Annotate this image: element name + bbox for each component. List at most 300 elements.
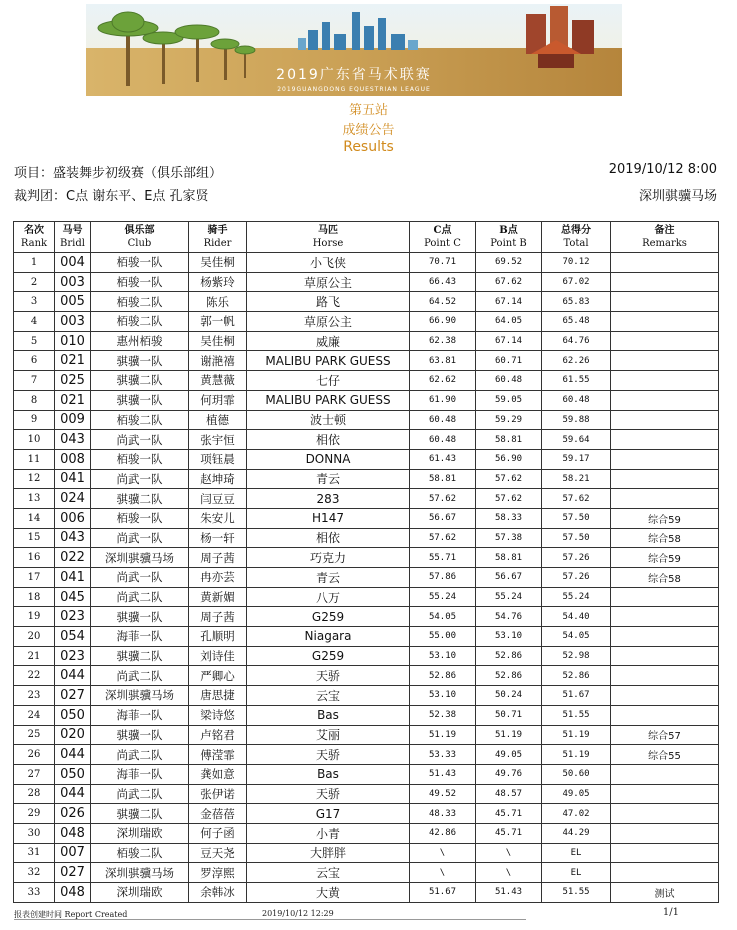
cell-rank: 21: [14, 646, 55, 666]
cell-point-b: 58.81: [476, 430, 542, 450]
cell-rider: 余韩冰: [189, 883, 247, 903]
cell-horse: G259: [247, 646, 410, 666]
cell-rider: 吴佳桐: [189, 331, 247, 351]
cell-bridle: 043: [55, 528, 91, 548]
cell-point-c: \: [410, 863, 476, 883]
event-datetime: 2019/10/12 8:00: [608, 162, 717, 177]
cell-rider: 黄新媚: [189, 587, 247, 607]
cell-rank: 14: [14, 508, 55, 528]
cell-club: 栢骏二队: [91, 843, 189, 863]
cell-point-b: 57.38: [476, 528, 542, 548]
cell-rank: 4: [14, 312, 55, 332]
cell-point-c: 52.38: [410, 705, 476, 725]
cell-point-b: 67.62: [476, 272, 542, 292]
cell-rider: 朱安儿: [189, 508, 247, 528]
cell-point-c: 51.67: [410, 883, 476, 903]
header-horse: 马匹 Horse: [247, 222, 410, 253]
cell-total: 61.55: [542, 371, 611, 391]
cell-horse: 天骄: [247, 666, 410, 686]
report-created-label: 报表创建时间 Report Created: [14, 910, 128, 919]
cell-club: 尚武一队: [91, 568, 189, 588]
cell-point-c: 51.43: [410, 764, 476, 784]
cell-bridle: 048: [55, 823, 91, 843]
cell-point-b: 50.24: [476, 686, 542, 706]
cell-rider: 傅滢霏: [189, 745, 247, 765]
table-row: [14, 883, 719, 903]
cell-total: 57.62: [542, 489, 611, 509]
cell-point-c: 51.19: [410, 725, 476, 745]
cell-remarks: [611, 784, 719, 804]
cell-remarks: [611, 331, 719, 351]
cell-rank: 33: [14, 883, 55, 903]
cell-remarks: [611, 292, 719, 312]
cell-remarks: [611, 705, 719, 725]
cell-rider: 谢滟禧: [189, 351, 247, 371]
cell-rank: 12: [14, 469, 55, 489]
cell-horse: Bas: [247, 764, 410, 784]
cell-rank: 13: [14, 489, 55, 509]
cell-point-b: 60.48: [476, 371, 542, 391]
table-row: [14, 607, 719, 627]
cell-horse: 相依: [247, 528, 410, 548]
cell-point-c: 54.05: [410, 607, 476, 627]
cell-remarks: [611, 863, 719, 883]
table-row: [14, 725, 719, 745]
cell-horse: 相依: [247, 430, 410, 450]
cell-point-c: 55.71: [410, 548, 476, 568]
cell-rank: 20: [14, 627, 55, 647]
cell-club: 尚武一队: [91, 430, 189, 450]
cell-point-c: 55.00: [410, 627, 476, 647]
cell-rider: 张伊诺: [189, 784, 247, 804]
cell-rider: 严卿心: [189, 666, 247, 686]
cell-horse: 青云: [247, 568, 410, 588]
cell-rider: 陈乐: [189, 292, 247, 312]
table-row: [14, 312, 719, 332]
cell-point-c: 48.33: [410, 804, 476, 824]
report-created-time: 2019/10/12 12:29: [262, 909, 334, 918]
cell-rank: 1: [14, 253, 55, 273]
table-row: [14, 508, 719, 528]
cell-total: 47.02: [542, 804, 611, 824]
cell-remarks: 测试: [611, 883, 719, 903]
cell-point-b: 59.29: [476, 410, 542, 430]
cell-club: 栢骏二队: [91, 410, 189, 430]
cell-rider: 冉亦芸: [189, 568, 247, 588]
cell-bridle: 048: [55, 883, 91, 903]
cell-total: 51.67: [542, 686, 611, 706]
cell-point-b: 57.62: [476, 489, 542, 509]
cell-rank: 18: [14, 587, 55, 607]
cell-point-b: 67.14: [476, 331, 542, 351]
cell-point-c: 66.43: [410, 272, 476, 292]
cell-remarks: [611, 410, 719, 430]
cell-total: 57.26: [542, 548, 611, 568]
cell-point-b: 49.76: [476, 764, 542, 784]
cell-rider: 杨一轩: [189, 528, 247, 548]
cell-rank: 22: [14, 666, 55, 686]
header-point-c: C点 Point C: [410, 222, 476, 253]
cell-rank: 23: [14, 686, 55, 706]
cell-rider: 周子茜: [189, 607, 247, 627]
cell-remarks: [611, 351, 719, 371]
header-rank: 名次 Rank: [14, 222, 55, 253]
cell-club: 栢骏二队: [91, 312, 189, 332]
cell-horse: 草原公主: [247, 272, 410, 292]
cell-rider: 何子函: [189, 823, 247, 843]
table-row: [14, 272, 719, 292]
cell-bridle: 021: [55, 390, 91, 410]
cell-total: EL: [542, 863, 611, 883]
cell-point-b: 51.43: [476, 883, 542, 903]
cell-bridle: 007: [55, 843, 91, 863]
header-club: 俱乐部 Club: [91, 222, 189, 253]
cell-club: 尚武二队: [91, 587, 189, 607]
cell-point-c: 53.10: [410, 686, 476, 706]
cell-club: 骐骥一队: [91, 607, 189, 627]
cell-bridle: 050: [55, 705, 91, 725]
cell-rank: 9: [14, 410, 55, 430]
cell-club: 骐骥二队: [91, 489, 189, 509]
cell-point-b: 64.05: [476, 312, 542, 332]
cell-remarks: [611, 607, 719, 627]
cell-horse: Niagara: [247, 627, 410, 647]
banner-title: 2019广东省马术联赛: [276, 67, 432, 83]
cell-remarks: [611, 272, 719, 292]
table-row: [14, 351, 719, 371]
cell-remarks: [611, 430, 719, 450]
cell-remarks: [611, 489, 719, 509]
cell-point-b: 59.05: [476, 390, 542, 410]
cell-horse: G259: [247, 607, 410, 627]
cell-rider: 梁诗悠: [189, 705, 247, 725]
cell-point-b: \: [476, 843, 542, 863]
cell-horse: 天骄: [247, 784, 410, 804]
table-row: [14, 548, 719, 568]
cell-point-c: 58.81: [410, 469, 476, 489]
cell-club: 尚武二队: [91, 784, 189, 804]
table-row: [14, 627, 719, 647]
event-banner: [86, 4, 622, 96]
cell-club: 栢骏一队: [91, 253, 189, 273]
cell-point-c: 61.43: [410, 449, 476, 469]
cell-bridle: 003: [55, 312, 91, 332]
table-row: [14, 666, 719, 686]
cell-total: 65.48: [542, 312, 611, 332]
cell-rider: 罗淳熙: [189, 863, 247, 883]
cell-rank: 19: [14, 607, 55, 627]
cell-rank: 17: [14, 568, 55, 588]
header-point-b: B点 Point B: [476, 222, 542, 253]
cell-remarks: [611, 390, 719, 410]
cell-club: 海菲一队: [91, 627, 189, 647]
cell-horse: MALIBU PARK GUESS: [247, 351, 410, 371]
cell-rank: 26: [14, 745, 55, 765]
cell-remarks: [611, 823, 719, 843]
cell-point-b: 58.81: [476, 548, 542, 568]
cell-club: 骐骥二队: [91, 646, 189, 666]
cell-point-c: 53.10: [410, 646, 476, 666]
table-row: [14, 843, 719, 863]
cell-total: 64.76: [542, 331, 611, 351]
cell-rank: 24: [14, 705, 55, 725]
table-row: [14, 331, 719, 351]
cell-remarks: 综合55: [611, 745, 719, 765]
cell-remarks: [611, 686, 719, 706]
cell-point-c: 62.38: [410, 331, 476, 351]
cell-point-b: 50.71: [476, 705, 542, 725]
cell-remarks: [611, 469, 719, 489]
cell-horse: 路飞: [247, 292, 410, 312]
cell-bridle: 022: [55, 548, 91, 568]
cell-point-b: \: [476, 863, 542, 883]
cell-club: 栢骏一队: [91, 449, 189, 469]
cell-rider: 闫豆豆: [189, 489, 247, 509]
footer-divider: [14, 919, 526, 920]
table-row: [14, 390, 719, 410]
venue-name: 深圳骐骥马场: [638, 189, 717, 204]
table-header-row: [14, 222, 719, 253]
cell-horse: 青云: [247, 469, 410, 489]
cell-total: 57.26: [542, 568, 611, 588]
cell-remarks: [611, 764, 719, 784]
results-title: Results: [343, 139, 394, 155]
cell-remarks: [611, 666, 719, 686]
cell-club: 海菲一队: [91, 705, 189, 725]
cell-club: 栢骏一队: [91, 508, 189, 528]
cell-rider: 郭一帆: [189, 312, 247, 332]
cell-bridle: 021: [55, 351, 91, 371]
cell-rank: 2: [14, 272, 55, 292]
cell-bridle: 044: [55, 784, 91, 804]
cell-rank: 32: [14, 863, 55, 883]
table-row: [14, 646, 719, 666]
table-row: [14, 371, 719, 391]
cell-point-b: 58.33: [476, 508, 542, 528]
cell-remarks: [611, 253, 719, 273]
cell-point-c: 62.62: [410, 371, 476, 391]
cell-bridle: 050: [55, 764, 91, 784]
cell-horse: 大黄: [247, 883, 410, 903]
event-name: 项目：盛装舞步初级赛（俱乐部组）: [14, 166, 223, 181]
cell-bridle: 054: [55, 627, 91, 647]
cell-point-c: 57.86: [410, 568, 476, 588]
cell-rider: 项钰晨: [189, 449, 247, 469]
cell-bridle: 006: [55, 508, 91, 528]
cell-bridle: 025: [55, 371, 91, 391]
cell-bridle: 004: [55, 253, 91, 273]
cell-rider: 金蓓蓓: [189, 804, 247, 824]
cell-total: 54.40: [542, 607, 611, 627]
cell-bridle: 041: [55, 469, 91, 489]
cell-point-b: 56.90: [476, 449, 542, 469]
cell-bridle: 044: [55, 666, 91, 686]
cell-point-c: 70.71: [410, 253, 476, 273]
table-row: [14, 469, 719, 489]
header-remarks: 备注 Remarks: [611, 222, 719, 253]
cell-rank: 10: [14, 430, 55, 450]
cell-bridle: 023: [55, 646, 91, 666]
cell-club: 海菲一队: [91, 764, 189, 784]
cell-total: 50.60: [542, 764, 611, 784]
cell-bridle: 024: [55, 489, 91, 509]
cell-remarks: 综合58: [611, 568, 719, 588]
cell-point-c: 66.90: [410, 312, 476, 332]
table-row: [14, 410, 719, 430]
cell-club: 尚武一队: [91, 528, 189, 548]
cell-horse: 小飞侠: [247, 253, 410, 273]
cell-rank: 31: [14, 843, 55, 863]
announcement-title: 成绩公告: [342, 123, 395, 138]
cell-total: 70.12: [542, 253, 611, 273]
cell-point-c: 60.48: [410, 410, 476, 430]
cell-rank: 6: [14, 351, 55, 371]
cell-remarks: [611, 804, 719, 824]
cell-bridle: 041: [55, 568, 91, 588]
cell-rank: 5: [14, 331, 55, 351]
cell-rank: 29: [14, 804, 55, 824]
cell-point-c: 63.81: [410, 351, 476, 371]
cell-rank: 3: [14, 292, 55, 312]
cell-rank: 11: [14, 449, 55, 469]
table-row: [14, 568, 719, 588]
cell-bridle: 045: [55, 587, 91, 607]
cell-rider: 周子茜: [189, 548, 247, 568]
cell-bridle: 044: [55, 745, 91, 765]
cell-point-c: 42.86: [410, 823, 476, 843]
cell-remarks: [611, 646, 719, 666]
cell-total: 67.02: [542, 272, 611, 292]
cell-club: 深圳瑞欧: [91, 823, 189, 843]
table-row: [14, 253, 719, 273]
cell-rank: 15: [14, 528, 55, 548]
cell-rider: 龚如意: [189, 764, 247, 784]
cell-rider: 植德: [189, 410, 247, 430]
cell-horse: 八万: [247, 587, 410, 607]
cell-point-b: 67.14: [476, 292, 542, 312]
table-row: [14, 804, 719, 824]
station-label: 第五站: [348, 103, 388, 118]
cell-point-c: 56.67: [410, 508, 476, 528]
cell-remarks: 综合57: [611, 725, 719, 745]
cell-total: 57.50: [542, 528, 611, 548]
cell-rider: 赵坤琦: [189, 469, 247, 489]
cell-point-b: 54.76: [476, 607, 542, 627]
cell-remarks: [611, 312, 719, 332]
cell-bridle: 023: [55, 607, 91, 627]
cell-bridle: 008: [55, 449, 91, 469]
cell-total: 52.86: [542, 666, 611, 686]
cell-club: 骐骥一队: [91, 390, 189, 410]
cell-horse: H147: [247, 508, 410, 528]
cell-total: 55.24: [542, 587, 611, 607]
table-row: [14, 764, 719, 784]
cell-point-c: 57.62: [410, 489, 476, 509]
cell-point-b: 53.10: [476, 627, 542, 647]
table-row: [14, 705, 719, 725]
cell-total: 60.48: [542, 390, 611, 410]
cell-total: 49.05: [542, 784, 611, 804]
cell-point-b: 49.05: [476, 745, 542, 765]
cell-horse: 七仔: [247, 371, 410, 391]
cell-club: 深圳骐骥马场: [91, 548, 189, 568]
cell-club: 骐骥二队: [91, 371, 189, 391]
table-row: [14, 489, 719, 509]
cell-remarks: [611, 371, 719, 391]
cell-bridle: 027: [55, 686, 91, 706]
cell-total: 59.17: [542, 449, 611, 469]
cell-total: 51.19: [542, 725, 611, 745]
cell-point-c: 55.24: [410, 587, 476, 607]
cell-remarks: [611, 587, 719, 607]
results-body: [14, 253, 719, 903]
cell-rank: 8: [14, 390, 55, 410]
cell-bridle: 020: [55, 725, 91, 745]
banner-subtitle: 2019GUANGDONG EQUESTRIAN LEAGUE: [277, 86, 431, 93]
cell-bridle: 009: [55, 410, 91, 430]
cell-club: 惠州栢骏: [91, 331, 189, 351]
cell-total: 51.55: [542, 705, 611, 725]
cell-rank: 7: [14, 371, 55, 391]
cell-total: 59.64: [542, 430, 611, 450]
cell-rider: 黄慧薇: [189, 371, 247, 391]
cell-rank: 27: [14, 764, 55, 784]
cell-club: 尚武二队: [91, 745, 189, 765]
cell-horse: 大胖胖: [247, 843, 410, 863]
cell-club: 深圳骐骥马场: [91, 686, 189, 706]
cell-club: 栢骏一队: [91, 272, 189, 292]
cell-horse: 艾丽: [247, 725, 410, 745]
table-row: [14, 745, 719, 765]
cell-rider: 吴佳桐: [189, 253, 247, 273]
table-row: [14, 587, 719, 607]
table-row: [14, 528, 719, 548]
cell-point-c: \: [410, 843, 476, 863]
cell-total: 52.98: [542, 646, 611, 666]
cell-rider: 何玥霏: [189, 390, 247, 410]
cell-rider: 张宇恒: [189, 430, 247, 450]
cell-point-c: 53.33: [410, 745, 476, 765]
cell-club: 骐骥二队: [91, 804, 189, 824]
cell-rider: 唐思捷: [189, 686, 247, 706]
cell-club: 尚武一队: [91, 469, 189, 489]
header-rider: 骑手 Rider: [189, 222, 247, 253]
cell-horse: 威廉: [247, 331, 410, 351]
cell-rank: 25: [14, 725, 55, 745]
cell-point-b: 69.52: [476, 253, 542, 273]
cell-point-b: 55.24: [476, 587, 542, 607]
cell-club: 骐骥一队: [91, 725, 189, 745]
table-row: [14, 686, 719, 706]
cell-bridle: 005: [55, 292, 91, 312]
cell-total: 58.21: [542, 469, 611, 489]
cell-bridle: 043: [55, 430, 91, 450]
cell-horse: 云宝: [247, 686, 410, 706]
cell-total: 59.88: [542, 410, 611, 430]
table-row: [14, 784, 719, 804]
cell-rider: 刘诗佳: [189, 646, 247, 666]
cell-club: 骐骥一队: [91, 351, 189, 371]
table-row: [14, 863, 719, 883]
cell-horse: G17: [247, 804, 410, 824]
cell-club: 深圳骐骥马场: [91, 863, 189, 883]
cell-point-b: 51.19: [476, 725, 542, 745]
cell-club: 栢骏二队: [91, 292, 189, 312]
header-total: 总得分 Total: [542, 222, 611, 253]
cell-club: 尚武二队: [91, 666, 189, 686]
cell-point-c: 57.62: [410, 528, 476, 548]
cell-rank: 30: [14, 823, 55, 843]
